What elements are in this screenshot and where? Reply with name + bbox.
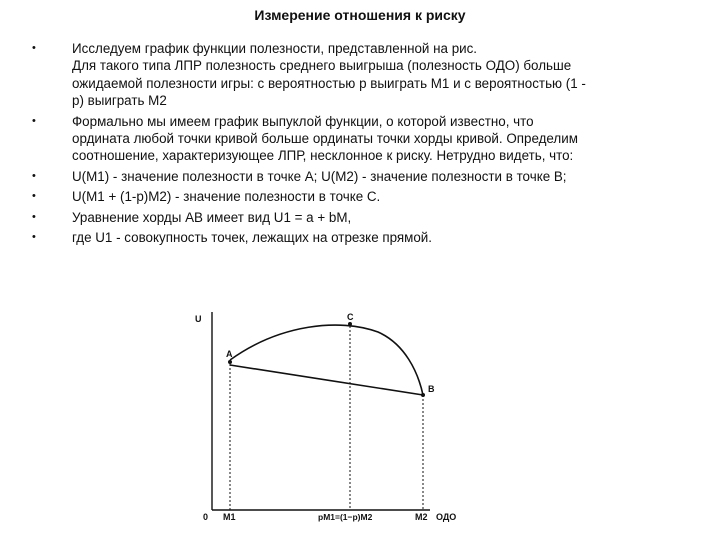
list-item [32, 40, 712, 110]
point-b-label: B [428, 384, 435, 394]
x-tick-m1: M1 [223, 512, 236, 522]
origin-label: 0 [203, 512, 209, 522]
utility-figure [190, 302, 480, 532]
bullet-icon: • [32, 210, 36, 223]
list-item [32, 188, 712, 205]
point-c-label: C [347, 312, 354, 322]
bullet-text: Исследуем график функции полезности, представленной на рис. Для такого типа ЛПР полезность среднего выигрыша (полезность ОДО) больше ожидаемой полезности игры: с вероятностью p выиграть M1 и с вероятностью (1 - p) выиграть M2 [72, 41, 586, 109]
point-a-marker [228, 360, 232, 364]
point-c-marker [348, 322, 352, 326]
list-item [32, 168, 712, 185]
bullet-icon: • [32, 169, 36, 182]
bullet-list [32, 40, 712, 249]
bullet-icon: • [32, 42, 36, 54]
list-item [32, 113, 712, 165]
y-axis-label: U [195, 314, 202, 324]
bullet-text: Уравнение хорды AB имеет вид U1 = a + bM, [72, 209, 352, 225]
bullet-text: Формально мы имеем график выпуклой функции, о которой известно, что ордината любой точки кривой больше ординаты точки хорды кривой. Определим соотношение, характеризующее ЛПР, несклонное к риску. Нетрудно видеть, что: [72, 113, 578, 164]
utility-curve [230, 325, 423, 395]
x-tick-mid: pM1=(1−p)M2 [318, 512, 373, 522]
point-a-label: A [226, 349, 233, 359]
point-b-marker [421, 393, 425, 397]
x-axis-label: ОДО [436, 512, 457, 522]
bullet-text: где U1 - совокупность точек, лежащих на отрезке прямой. [72, 230, 433, 246]
page-title: Измерение отношения к риску [254, 7, 466, 23]
list-item [32, 209, 712, 226]
list-item [32, 229, 712, 246]
bullet-icon: • [32, 114, 36, 127]
bullet-icon: • [32, 190, 36, 203]
chord-ab [230, 365, 423, 395]
bullet-icon: • [32, 231, 36, 244]
bullet-text: U(M1) - значение полезности в точке A; U(M2) - значение полезности в точке B; [72, 168, 567, 184]
bullet-text: U(M1 + (1-p)M2) - значение полезности в точке C. [72, 189, 381, 205]
x-tick-m2: M2 [415, 512, 428, 522]
